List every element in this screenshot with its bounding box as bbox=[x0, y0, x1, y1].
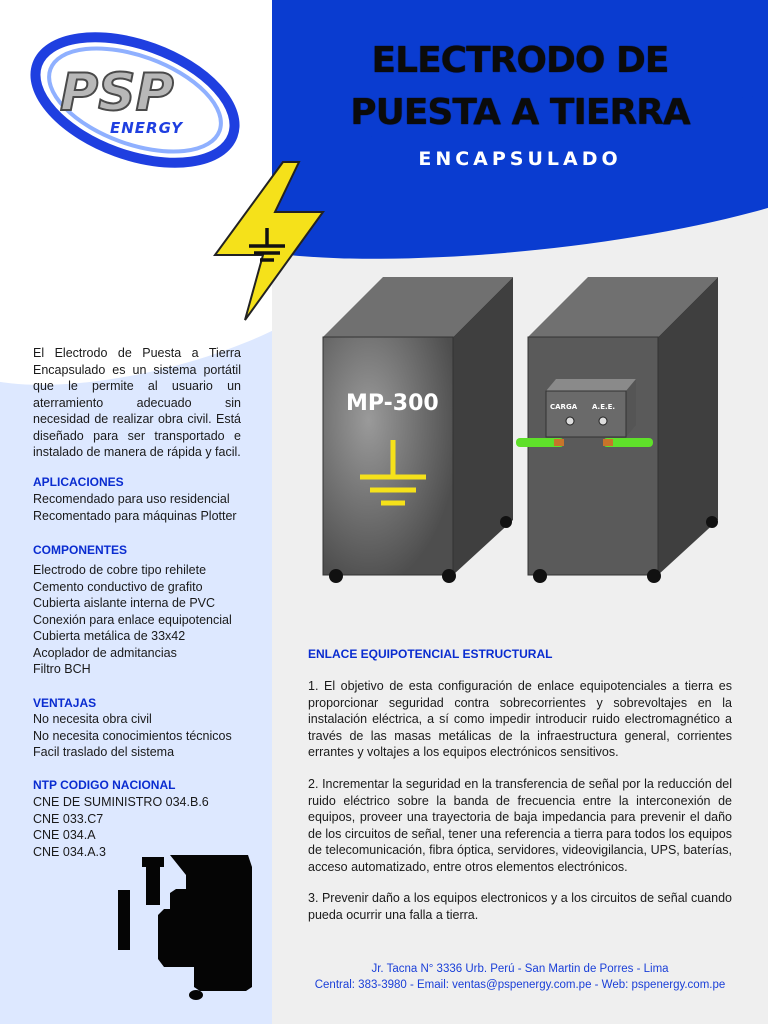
list-item: Cemento conductivo de grafito bbox=[33, 579, 203, 594]
list-item: No necesita obra civil bbox=[33, 712, 152, 726]
left-cabinet bbox=[323, 277, 513, 583]
carga-label: CARGA bbox=[550, 403, 578, 411]
right-cabinet bbox=[528, 277, 718, 583]
list-item: CNE 034.A.3 bbox=[33, 844, 106, 859]
footer-address: Jr. Tacna N° 3336 Urb. Perú - San Martin de Porres - Lima bbox=[371, 963, 669, 975]
enlace-paragraph-2: 2. Incrementar la seguridad en la transferencia de señal por la reducción del ruido eléctrico sobre la banda de frecuencia entre la interconexión de equipos, proveer una trayectoria de baja impedancia para prevenir el daño de los circuitos de señal, tener una referencia a tierra para todos los equipos de telecomunicación, fibra óptica, servidores, videovigilancia, UPS, baterías, acceso automatizado, entre otros elementos electrónicos. bbox=[308, 777, 732, 874]
list-item: CNE 034.A bbox=[33, 828, 96, 842]
page-title-line-2: PUESTA A TIERRA bbox=[350, 92, 690, 133]
componentes-list bbox=[33, 562, 263, 678]
electrode-silhouette-image bbox=[118, 855, 253, 1020]
list-item: Conexión para enlace equipotencial bbox=[33, 612, 232, 627]
list-item: No necesita conocimientos técnicos bbox=[33, 728, 232, 743]
componentes-heading: COMPONENTES bbox=[33, 543, 128, 557]
list-item: Recomentado para máquinas Plotter bbox=[33, 508, 237, 523]
product-cabinets-illustration bbox=[318, 275, 728, 590]
list-item: Acoplador de admitancias bbox=[33, 645, 177, 660]
ntp-heading: NTP CODIGO NACIONAL bbox=[33, 778, 176, 792]
ventajas-list bbox=[33, 711, 263, 761]
enlace-heading: ENLACE EQUIPOTENCIAL ESTRUCTURAL bbox=[308, 647, 553, 661]
ventajas-heading: VENTAJAS bbox=[33, 696, 97, 710]
list-item: Electrodo de cobre tipo rehilete bbox=[33, 563, 207, 577]
logo-main-text: PSP bbox=[60, 63, 174, 123]
logo-sub-text: ENERGY bbox=[110, 119, 184, 137]
aplicaciones-heading: APLICACIONES bbox=[33, 475, 124, 489]
list-item: CNE DE SUMINISTRO 034.B.6 bbox=[33, 795, 209, 809]
aplicaciones-list bbox=[33, 491, 263, 524]
list-item: CNE 033.C7 bbox=[33, 811, 104, 826]
intro-paragraph: El Electrodo de Puesta a Tierra Encapsulado es un sistema portátil que le permite al usuario un aterramiento adecuado sin necesidad de realizar obra civil. Está diseñado para ser transportado e instalado de manera de rápida y facil. bbox=[33, 346, 241, 459]
enlace-paragraph-3: 3. Prevenir daño a los equipos electronicos y a los circuitos de señal cuando pueda ocurrir una falla a tierra. bbox=[308, 891, 732, 922]
enlace-paragraph-1: 1. El objetivo de esta configuración de enlace equipotenciales a tierra es proporcionar seguridad contra sobrecorrientes y sobrevoltajes en la instalación eléctrica, a sí como impedir introducir ruido electromagnético a través de las masas metálicas de la infraestructura general, corrientes errantes y voltajes a los equipos electrónicos sensitivos. bbox=[308, 679, 732, 759]
list-item: Filtro BCH bbox=[33, 662, 91, 676]
aee-label: A.E.E. bbox=[592, 403, 616, 411]
list-item: Cubierta metálica de 33x42 bbox=[33, 629, 186, 643]
list-item: Cubierta aislante interna de PVC bbox=[33, 596, 216, 610]
lightning-bolt-icon bbox=[205, 160, 330, 325]
psp-energy-logo bbox=[25, 30, 245, 180]
model-label: MP-300 bbox=[346, 391, 439, 416]
page-subtitle: ENCAPSULADO bbox=[418, 148, 622, 170]
page-title-line-1: ELECTRODO DE bbox=[371, 40, 669, 81]
list-item: Recomendado para uso residencial bbox=[33, 492, 230, 506]
list-item: Facil traslado del sistema bbox=[33, 745, 175, 759]
footer-contact: Central: 383-3980 - Email: ventas@pspenergy.com.pe - Web: pspenergy.com.pe bbox=[314, 979, 726, 991]
ntp-list bbox=[33, 794, 263, 860]
